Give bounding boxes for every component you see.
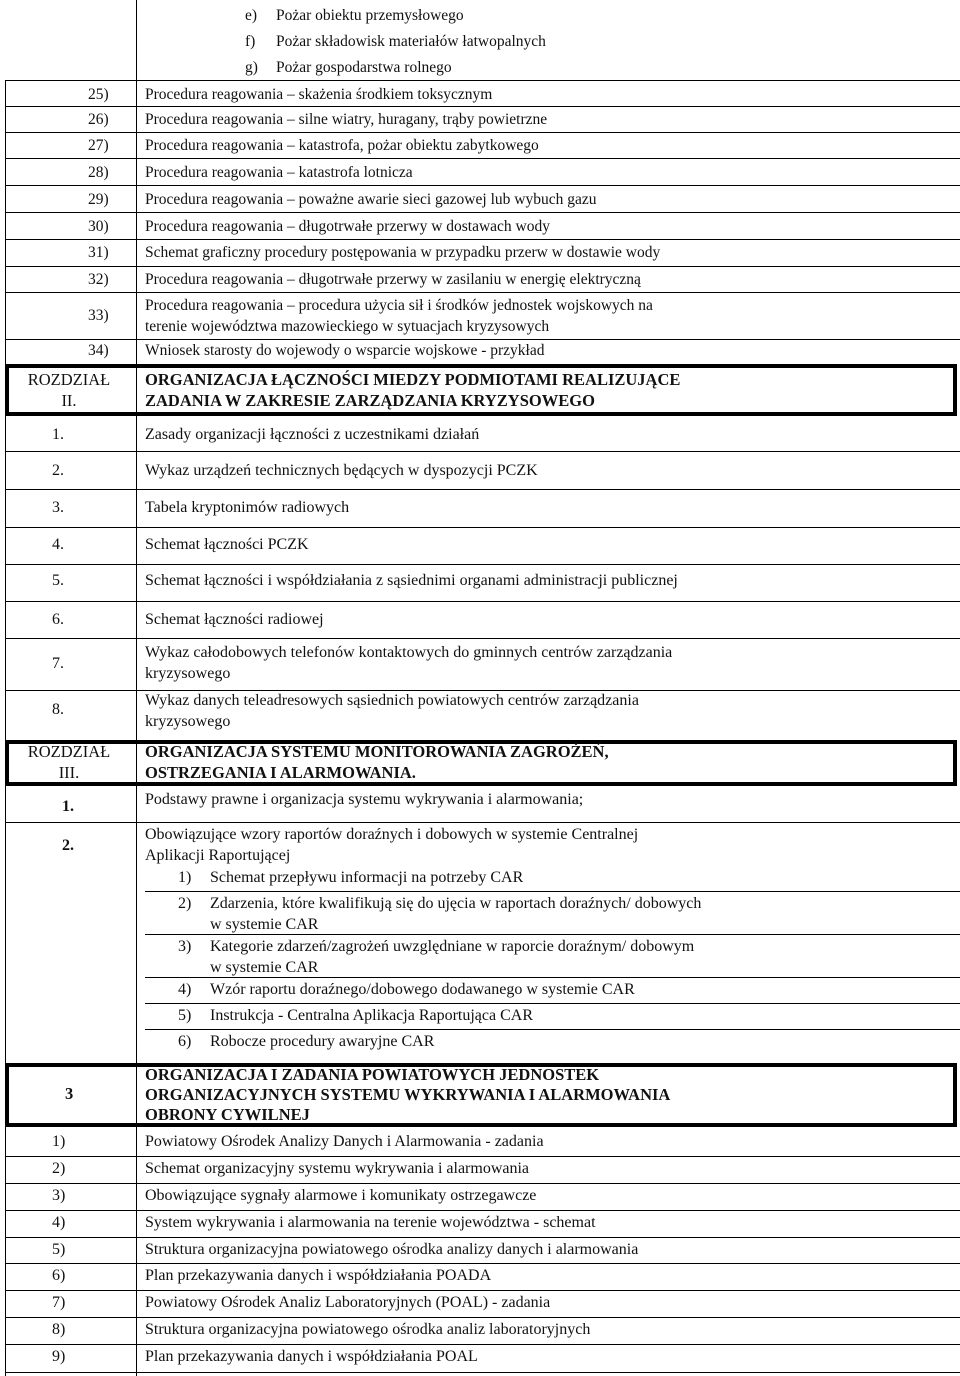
row-divider [5, 1290, 960, 1291]
row-divider [5, 1183, 960, 1184]
item-num: 3) [52, 1187, 66, 1204]
sub-item-text-line1: Kategorie zdarzeń/zagrożeń uwzględniane w raporcie doraźnym/ dobowym [210, 938, 695, 955]
row-divider [5, 239, 960, 240]
sub-item-text: Wzór raportu doraźnego/dobowego dodawanego w systemie CAR [210, 981, 635, 998]
row-divider [5, 822, 960, 823]
row-divider [5, 1237, 960, 1238]
item-text: Plan przekazywania danych i współdziałania POADA [145, 1267, 492, 1284]
row-divider [5, 451, 960, 452]
row-divider [5, 292, 960, 293]
chapter-2-title-line1: ORGANIZACJA ŁĄCZNOŚCI MIEDZY PODMIOTAMI REALIZUJĄCE [145, 370, 681, 389]
item-num: 28) [88, 164, 109, 181]
item-text: Schemat łączności radiowej [145, 611, 324, 628]
row-divider [5, 132, 960, 133]
item-text: Powiatowy Ośrodek Analizy Danych i Alarmowania - zadania [145, 1133, 544, 1150]
row-divider [5, 158, 960, 159]
item-text-line1: Obowiązujące wzory raportów doraźnych i dobowych w systemie Centralnej [145, 826, 639, 843]
item-num: 5) [52, 1241, 66, 1258]
row-divider [145, 934, 960, 935]
item-text: Plan przekazywania danych i współdziałania POAL [145, 1348, 478, 1365]
item-num: 34) [88, 342, 109, 359]
sub-item-num: 5) [178, 1007, 192, 1024]
row-divider [5, 1263, 960, 1264]
chapter-4-title-line3: OBRONY CYWILNEJ [145, 1105, 310, 1124]
sub-item-text: Robocze procedury awaryjne CAR [210, 1033, 435, 1050]
item-text: Zasady organizacji łączności z uczestnikami działań [145, 426, 480, 443]
row-divider [145, 977, 960, 978]
sub-item-text-line2: w systemie CAR [210, 959, 319, 976]
item-num: 7. [52, 655, 64, 672]
item-text: Wniosek starosty do wojewody o wsparcie wojskowe - przykład [145, 342, 545, 359]
item-num: 8. [52, 701, 64, 718]
row-divider [5, 1344, 960, 1345]
item-text-line2: kryzysowego [145, 665, 231, 682]
sub-item-text: Pożar gospodarstwa rolnego [276, 59, 452, 76]
item-text: Schemat organizacyjny systemu wykrywania i alarmowania [145, 1160, 530, 1177]
item-num: 26) [88, 111, 109, 128]
item-num: 5. [52, 572, 64, 589]
sub-item-num: 1) [178, 869, 192, 886]
item-text: Schemat łączności PCZK [145, 536, 309, 553]
chapter-number: II. [61, 391, 77, 410]
item-num: 25) [88, 86, 109, 103]
item-num: 27) [88, 137, 109, 154]
sub-item-num: 2) [178, 895, 192, 912]
row-divider [145, 1029, 960, 1030]
item-text: Procedura reagowania – skażenia środkiem toksycznym [145, 86, 493, 103]
chapter-4-title-line2: ORGANIZACYJNYCH SYSTEMU WYKRYWANIA I ALARMOWANIA [145, 1085, 671, 1104]
sub-item-text-line1: Zdarzenia, które kwalifikują się do ujęcia w raportach doraźnych/ dobowych [210, 895, 702, 912]
item-text: Procedura reagowania – katastrofa, pożar obiektu zabytkowego [145, 137, 539, 154]
item-text: Wykaz urządzeń technicznych będących w dyspozycji PCZK [145, 462, 538, 479]
item-text: Struktura organizacyjna powiatowego ośrodka analizy danych i alarmowania [145, 1241, 639, 1258]
sub-item-text: Instrukcja - Centralna Aplikacja Raportująca CAR [210, 1007, 534, 1024]
chapter-2-title-line2: ZADANIA W ZAKRESIE ZARZĄDZANIA KRYZYSOWEGO [145, 391, 595, 410]
row-divider [5, 527, 960, 528]
item-text-line1: Procedura reagowania – procedura użycia sił i środków jednostek wojskowych na [145, 297, 653, 314]
item-num: 3. [52, 499, 64, 516]
row-divider [5, 638, 960, 639]
sub-item-num: 4) [178, 981, 192, 998]
sub-item-text: Schemat przepływu informacji na potrzeby CAR [210, 869, 524, 886]
item-text: Tabela kryptonimów radiowych [145, 499, 350, 516]
sub-item-num: 3) [178, 938, 192, 955]
column-divider [136, 80, 137, 1376]
row-divider [5, 690, 960, 691]
item-num: 32) [88, 271, 109, 288]
item-num: 33) [88, 307, 109, 324]
row-divider [5, 212, 960, 213]
item-num: 6. [52, 611, 64, 628]
row-divider [5, 564, 960, 565]
item-num: 2. [52, 462, 64, 479]
item-num: 29) [88, 191, 109, 208]
row-divider [145, 891, 960, 892]
item-text: Schemat graficzny procedury postępowania w przypadku przerw w dostawie wody [145, 244, 661, 261]
item-num: 9) [52, 1348, 66, 1365]
sub-item-num: f) [245, 33, 256, 50]
row-divider [5, 1317, 960, 1318]
chapter-label: ROZDZIAŁ [27, 742, 111, 761]
row-divider [5, 266, 960, 267]
item-num: 8) [52, 1321, 66, 1338]
item-text: Procedura reagowania – długotrwałe przerwy w zasilaniu w energię elektryczną [145, 271, 641, 288]
item-text: Struktura organizacyjna powiatowego ośrodka analiz laboratoryjnych [145, 1321, 591, 1338]
item-text-line2: kryzysowego [145, 713, 231, 730]
row-divider [5, 185, 960, 186]
row-divider [145, 1003, 960, 1004]
item-text: System wykrywania i alarmowania na terenie województwa - schemat [145, 1214, 596, 1231]
item-num: 2) [52, 1160, 66, 1177]
item-text-line1: Wykaz całodobowych telefonów kontaktowych do gminnych centrów zarządzania [145, 644, 673, 661]
sub-item-text: Pożar składowisk materiałów łatwopalnych [276, 33, 546, 50]
item-num: 31) [88, 244, 109, 261]
item-num: 1. [62, 798, 74, 815]
sub-item-num: e) [245, 7, 258, 24]
sub-item-text: Pożar obiektu przemysłowego [276, 7, 464, 24]
sub-item-text-line2: w systemie CAR [210, 916, 319, 933]
item-text: Podstawy prawne i organizacja systemu wykrywania i alarmowania; [145, 791, 584, 808]
chapter-number: 3 [65, 1084, 74, 1103]
row-divider [5, 106, 960, 107]
chapter-4-title-line1: ORGANIZACJA I ZADANIA POWIATOWYCH JEDNOSTEK [145, 1065, 600, 1084]
item-text: Procedura reagowania – długotrwałe przerwy w dostawach wody [145, 218, 551, 235]
item-num: 4. [52, 536, 64, 553]
row-divider [5, 80, 960, 81]
sub-item-num: g) [245, 59, 258, 76]
item-text-line2: terenie województwa mazowieckiego w sytuacjach kryzysowych [145, 318, 550, 335]
table-left-border-top [136, 0, 137, 80]
row-divider [5, 339, 960, 340]
table-left-border [5, 80, 6, 1376]
item-num: 2. [62, 837, 74, 854]
item-text-line2: Aplikacji Raportującej [145, 847, 291, 864]
row-divider [5, 601, 960, 602]
chapter-label: ROZDZIAŁ [27, 370, 111, 389]
item-text: Powiatowy Ośrodek Analiz Laboratoryjnych (POAL) - zadania [145, 1294, 551, 1311]
item-text: Obowiązujące sygnały alarmowe i komunikaty ostrzegawcze [145, 1187, 537, 1204]
row-divider [5, 1156, 960, 1157]
item-text: Procedura reagowania – katastrofa lotnicza [145, 164, 413, 181]
item-num: 1) [52, 1133, 66, 1150]
row-divider [5, 1210, 960, 1211]
item-text: Procedura reagowania – poważne awarie sieci gazowej lub wybuch gazu [145, 191, 597, 208]
chapter-3-title-line2: OSTRZEGANIA I ALARMOWANIA. [145, 763, 416, 782]
item-text: Schemat łączności i współdziałania z sąsiednimi organami administracji publicznej [145, 572, 678, 589]
row-divider [5, 489, 960, 490]
item-text-line1: Wykaz danych teleadresowych sąsiednich powiatowych centrów zarządzania [145, 692, 639, 709]
chapter-3-title-line1: ORGANIZACJA SYSTEMU MONITOROWANIA ZAGROŻEŃ, [145, 742, 609, 761]
chapter-number: III. [58, 763, 80, 782]
item-num: 7) [52, 1294, 66, 1311]
sub-item-num: 6) [178, 1033, 192, 1050]
item-num: 4) [52, 1214, 66, 1231]
item-num: 6) [52, 1267, 66, 1284]
item-num: 1. [52, 426, 64, 443]
row-divider [5, 1372, 960, 1373]
item-text: Procedura reagowania – silne wiatry, huragany, trąby powietrzne [145, 111, 548, 128]
item-num: 30) [88, 218, 109, 235]
